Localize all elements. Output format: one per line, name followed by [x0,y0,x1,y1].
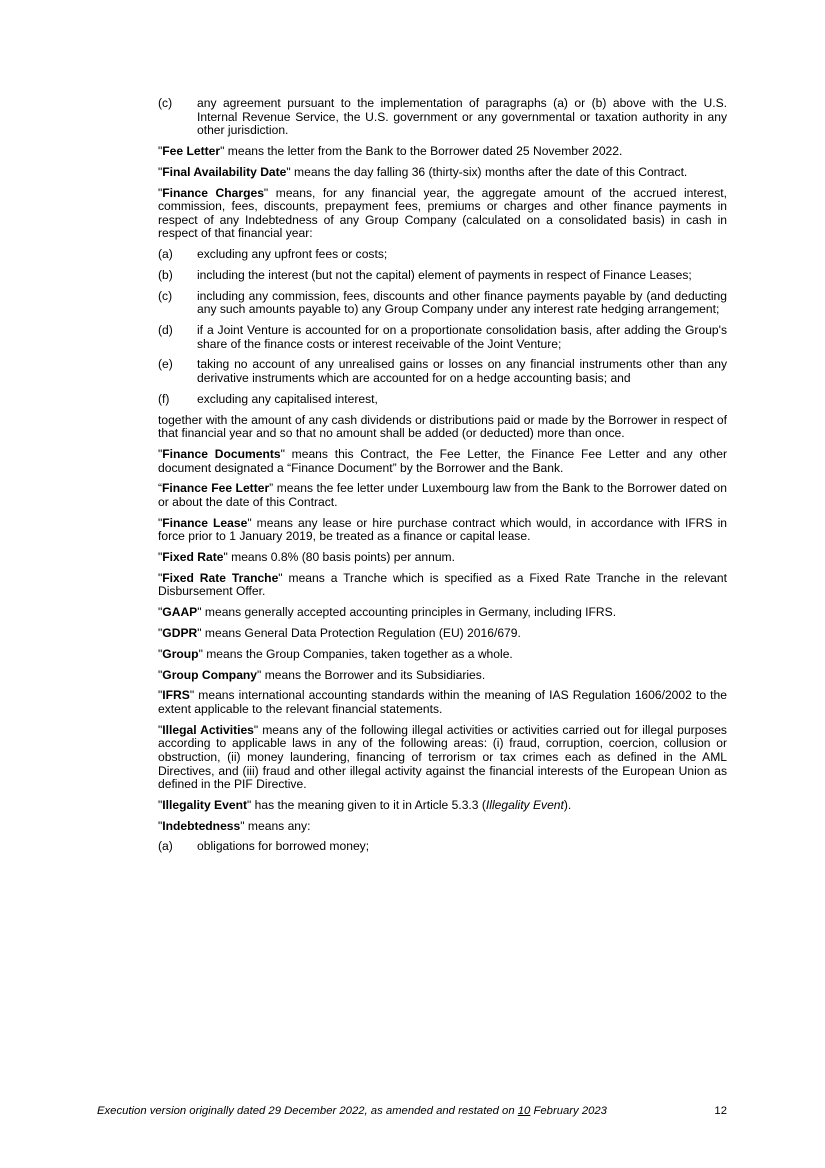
definition-text: " means the day falling 36 (thirty-six) months after the date of this Contract. [286,164,688,179]
defined-term: Group Company [162,667,258,682]
quote: " [158,185,163,200]
definition-text: " means the letter from the Bank to the Borrower dated 25 November 2022. [220,143,623,158]
list-item-text: excluding any capitalised interest, [197,391,378,406]
definition-text: " means a Tranche which is specified as a Fixed Rate Tranche in the relevant Disbursement Offer. [158,570,727,599]
quote: " [158,722,163,737]
quote: " [158,164,163,179]
quote: " [158,605,163,620]
defined-term: Finance Charges [162,185,264,200]
list-item-label: (f) [158,391,170,406]
definition-fixed-rate-tranche [158,572,727,599]
list-item-text: excluding any upfront fees or costs; [197,247,388,262]
defined-term: Indebtedness [162,818,241,833]
list-item-label: (b) [158,267,173,282]
quote: “ [158,481,163,496]
quote: " [158,143,163,158]
definition-finance-lease [158,517,727,544]
quote: " [158,515,163,530]
list-item [158,248,727,262]
quote: " [158,446,163,461]
definition-finance-fee-letter [158,482,727,509]
list-item-text: if a Joint Venture is accounted for on a proportionate consolidation basis, after adding the Group's share of the finance costs or interest receivable of the Joint Venture; [197,323,727,351]
definition-illegal-activities [158,724,727,792]
definition-text: " means the Group Companies, taken together as a whole. [198,646,513,661]
definition-text: " means the Borrower and its Subsidiaries. [257,667,486,682]
quote: " [158,667,163,682]
definition-illegality-event [158,799,727,813]
definition-final-availability-date [158,166,727,180]
page-footer [97,1104,727,1118]
defined-term: GAAP [162,605,198,620]
definition-group-company [158,669,727,683]
definition-fixed-rate [158,551,727,565]
definition-text: " means generally accepted accounting principles in Germany, including IFRS. [197,605,617,620]
definition-text: " means, for any financial year, the aggregate amount of the accrued interest, commission, fees, discounts, prepayment fees, premiums or charges and other finance payments in respect of any Indebtedness of any Group Company (calculated on a consolidated basis) in cash in respect of that financial year: [158,185,727,241]
defined-term: Group [162,646,199,661]
defined-term: Illegal Activities [162,722,254,737]
list-item [158,393,727,407]
definition-text-end: ). [563,797,572,812]
definition-text: " means international accounting standards within the meaning of IAS Regulation 1606/2002 to the extent applicable to the relevant financial statements. [158,688,727,716]
footer-text [97,1105,607,1117]
definition-text: " means any: [240,818,311,833]
list-item [158,358,727,385]
defined-term: Final Availability Date [162,164,287,179]
list-item-text: including any commission, fees, discounts and other finance payments payable by (and deducting any such amounts payable to) any Group Company under any interest rate hedging arrangement; [197,288,727,317]
list-item-text: taking no account of any unrealised gains or losses on any financial instruments other than any derivative instruments which are accounted for on a hedge accounting basis; and [197,357,727,385]
list-item-label: (c) [158,96,173,110]
footer-text-post: February 2023 [530,1105,607,1117]
definition-gaap [158,606,727,620]
list-item-text: including the interest (but not the capital) element of payments in respect of Finance Leases; [197,267,692,282]
defined-term: IFRS [162,688,190,703]
quote: " [158,688,163,703]
definition-finance-documents [158,448,727,475]
document-body [158,97,727,861]
paragraph-finance-charges-tail: together with the amount of any cash dividends or distributions paid or made by the Borrower in respect of that financial year and so that no amount shall be added (or deducted) more than once. [158,412,727,441]
defined-term: GDPR [162,626,198,640]
list-item-text: obligations for borrowed money; [197,839,370,854]
footer-day: 10 [517,1105,531,1117]
definition-text: " means 0.8% (80 basis points) per annum. [223,550,455,565]
list-item-label: (a) [158,247,173,262]
defined-term: Fixed Rate Tranche [162,570,279,585]
list-item [158,290,727,317]
list-item [158,269,727,283]
definition-ifrs [158,689,727,716]
quote: " [158,626,163,640]
definition-indebtedness [158,820,727,834]
list-item [158,324,727,351]
list-item-label: (e) [158,357,173,372]
definition-gdpr [158,627,727,641]
quote: " [158,818,163,833]
list-item [158,840,727,854]
cross-reference: Illegality Event [485,797,564,812]
list-item-label: (c) [158,288,173,303]
defined-term: Fee Letter [162,143,221,158]
definition-text: " means any lease or hire purchase contract which would, in accordance with IFRS in force prior to 1 January 2019, be treated as a finance or capital lease. [158,515,727,544]
definition-finance-charges [158,187,727,241]
defined-term: Finance Documents [162,446,281,461]
definition-text: " means this Contract, the Fee Letter, the Finance Fee Letter and any other document designated a “Finance Document” by the Borrower and the Bank. [158,446,727,475]
quote: " [158,570,163,585]
definition-fee-letter [158,145,727,159]
list-item-text: any agreement pursuant to the implementation of paragraphs (a) or (b) above with the U.S. Internal Revenue Service, the U.S. government or any governmental or taxation authority in any other jurisdiction. [197,96,727,138]
footer-text-pre: Execution version originally dated 29 December 2022, as amended and restated on [97,1105,518,1117]
list-item-label: (a) [158,839,173,854]
quote: " [158,646,163,661]
definition-text: " has the meaning given to it in Article 5.3.3 ( [246,797,486,812]
definition-group [158,648,727,662]
list-item [158,97,727,138]
quote: " [158,797,163,812]
quote: " [158,550,163,565]
defined-term: Fixed Rate [162,550,224,565]
definition-text: " means General Data Protection Regulation (EU) 2016/679. [197,626,521,640]
page-number: 12 [714,1105,727,1117]
defined-term: Illegality Event [162,797,247,812]
definition-text: ” means the fee letter under Luxembourg law from the Bank to the Borrower dated on or about the date of this Contract. [158,481,727,509]
defined-term: Finance Lease [162,515,248,530]
list-item-label: (d) [158,323,173,338]
defined-term: Finance Fee Letter [162,481,270,496]
definition-text: " means any of the following illegal activities or activities carried out for illegal purposes according to applicable laws in any of the following areas: (i) fraud, corruption, coercion, collusion or obstruction, (ii) money laundering, financing of terrorism or tax crimes each as defined in the AML Directives, and (iii) fraud and other illegal activity against the financial interests of the European Union as defined in the PIF Directive. [158,722,727,792]
